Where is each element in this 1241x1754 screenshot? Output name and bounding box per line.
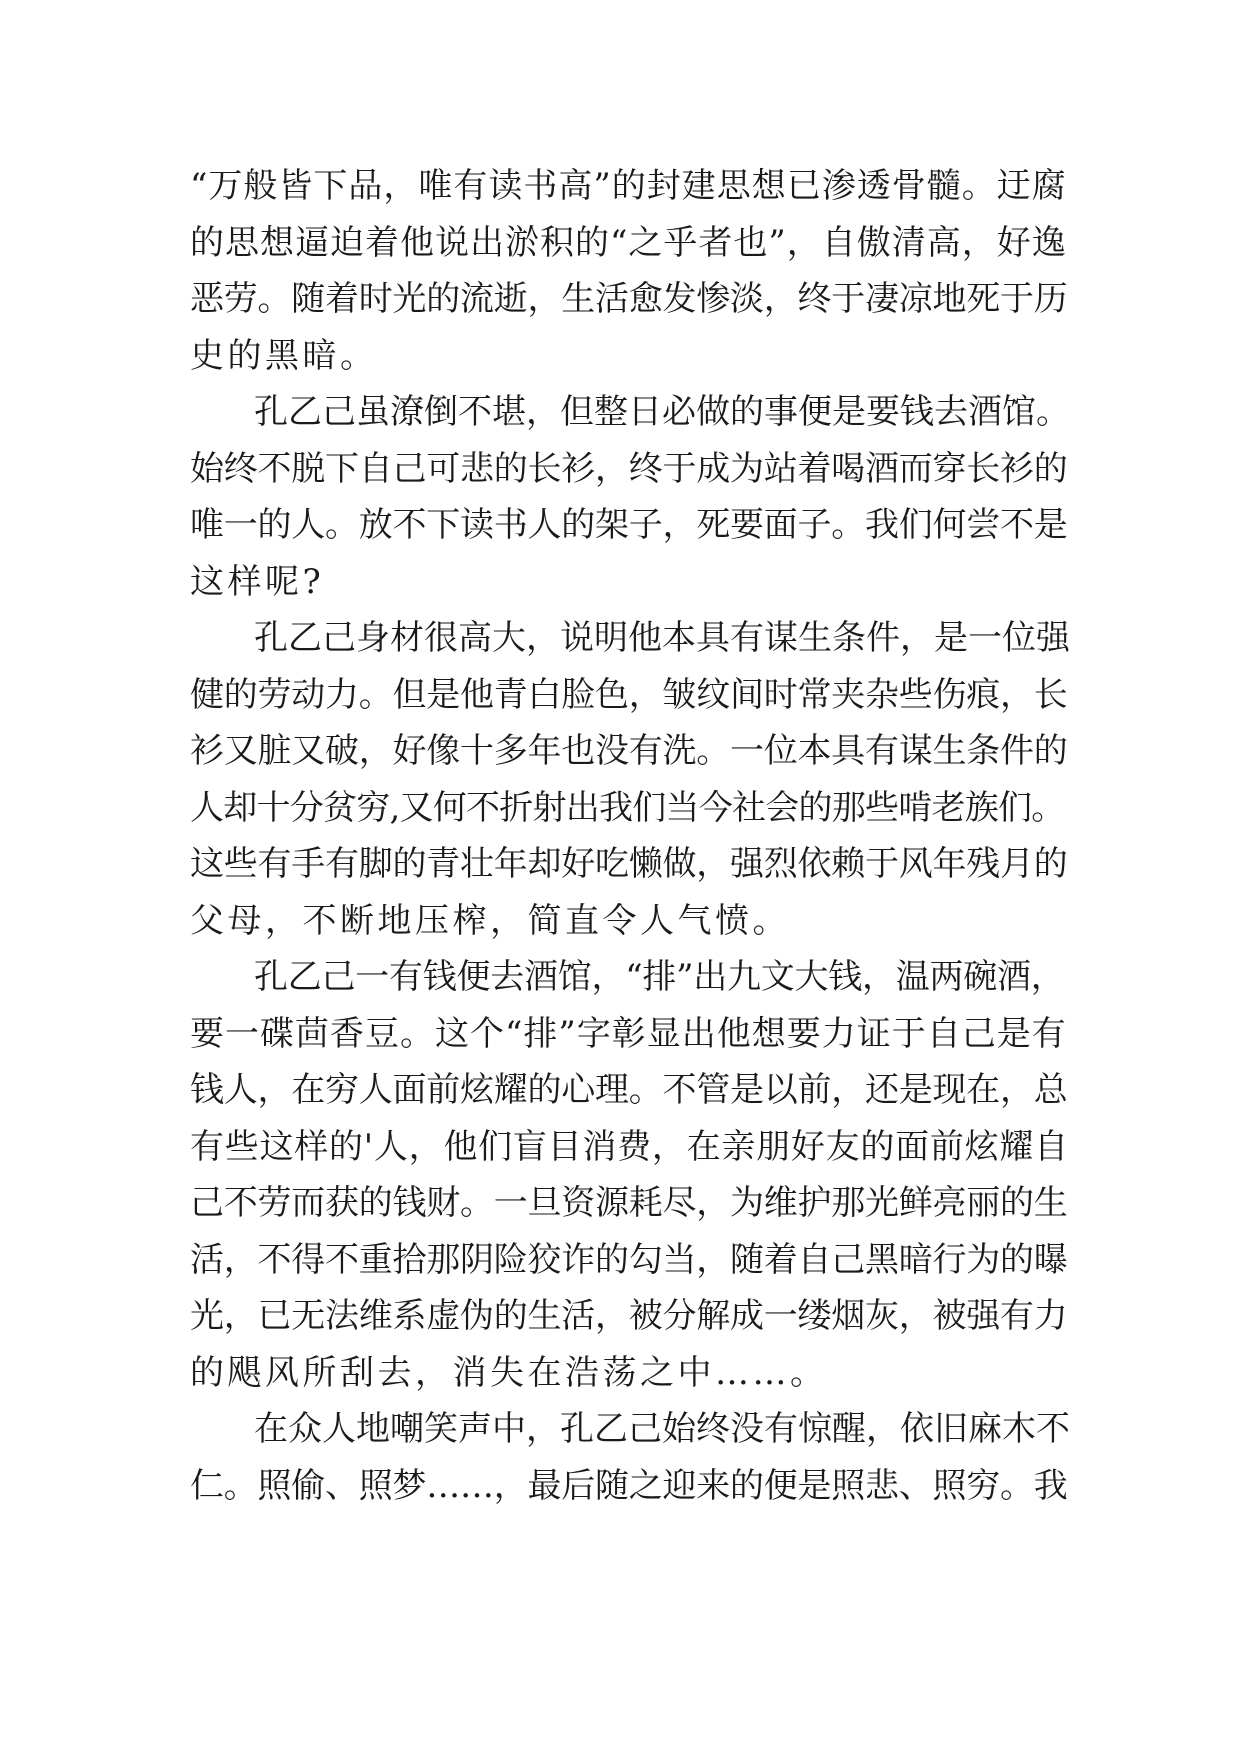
text-line: 恶劳。随着时光的流逝，生活愈发惨淡，终于凄凉地死于历 bbox=[190, 279, 1068, 319]
text-line: 己不劳而获的钱财。一旦资源耗尽，为维护那光鲜亮丽的生 bbox=[190, 1183, 1068, 1223]
text-line: 父母，不断地压榨，简直令人气愤。 bbox=[190, 900, 790, 941]
paragraph-first-line: 孔乙己身材很高大，说明他本具有谋生条件，是一位强 bbox=[254, 618, 1070, 658]
text-line: 这样呢? bbox=[190, 561, 325, 602]
text-line: 始终不脱下自己可悲的长衫，终于成为站着喝酒而穿长衫的 bbox=[190, 448, 1068, 489]
text-line: 这些有手有脚的青壮年却好吃懒做，强烈依赖于风年残月的 bbox=[190, 844, 1068, 884]
text-line: 的思想逼迫着他说出淤积的“之乎者也”，自傲清高，好逸 bbox=[190, 222, 1067, 263]
text-line: 史的黑暗。 bbox=[190, 335, 378, 376]
text-line: 钱人，在穷人面前炫耀的心理。不管是以前，还是现在，总 bbox=[190, 1070, 1068, 1110]
text-line: 的飓风所刮去，消失在浩荡之中……。 bbox=[190, 1352, 828, 1393]
paragraph-first-line: 孔乙己一有钱便去酒馆，“排”出九文大钱，温两碗酒， bbox=[254, 957, 1065, 997]
text-line: 活，不得不重拾那阴险狡诈的勾当，随着自己黑暗行为的曝 bbox=[190, 1239, 1068, 1280]
paragraph-first-line: 孔乙己虽潦倒不堪，但整日必做的事便是要钱去酒馆。 bbox=[254, 392, 1070, 432]
text-line: “万般皆下品，唯有读书高”的封建思想已渗透骨髓。迂腐 bbox=[190, 166, 1067, 206]
text-line: 健的劳动力。但是他青白脸色，皱纹间时常夹杂些伤痕，长 bbox=[190, 674, 1068, 715]
text-line: 唯一的人。放不下读书人的架子，死要面子。我们何尝不是 bbox=[190, 505, 1068, 545]
text-line: 要一碟茴香豆。这个“排”字彰显出他想要力证于自己是有 bbox=[190, 1013, 1067, 1054]
text-line: 有些这样的'人，他们盲目消费，在亲朋好友的面前炫耀自 bbox=[190, 1126, 1069, 1167]
text-line: 衫又脏又破，好像十多年也没有洗。一位本具有谋生条件的 bbox=[190, 731, 1068, 771]
text-line: 仁。照偷、照梦……，最后随之迎来的便是照悲、照穷。我 bbox=[190, 1465, 1068, 1506]
body-text bbox=[190, 158, 1070, 1514]
paragraph-first-line: 在众人地嘲笑声中，孔乙己始终没有惊醒，依旧麻木不 bbox=[254, 1409, 1070, 1449]
text-line: 光，已无法维系虚伪的生活，被分解成一缕烟灰，被强有力 bbox=[190, 1296, 1068, 1336]
text-line: 人却十分贫穷,又何不折射出我们当今社会的那些啃老族们。 bbox=[190, 787, 1065, 828]
